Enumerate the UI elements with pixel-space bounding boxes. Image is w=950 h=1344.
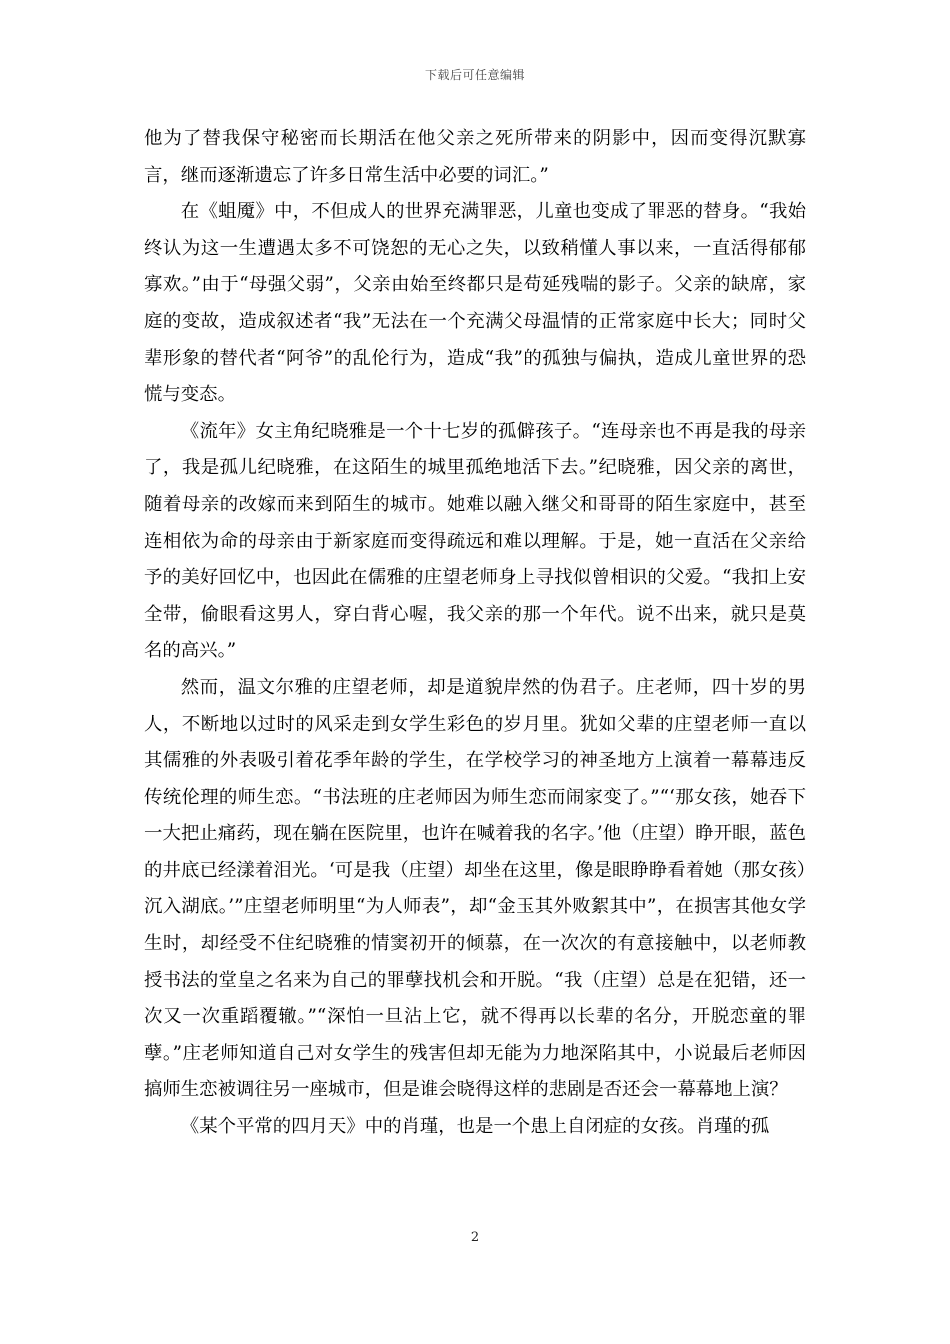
body-text: [144, 121, 806, 1146]
paragraph-continued: 他为了替我保守秘密而长期活在他父亲之死所带来的阴影中，因而变得沉默寡言，继而逐渐遗忘了许多日常生活中必要的词汇。”: [144, 128, 806, 186]
page-header: 下载后可任意编辑: [424, 68, 525, 82]
paragraph-zhuang-wang: 然而，温文尔雅的庄望老师，却是道貌岸然的伪君子。庄老师，四十岁的男人，不断地以过时的风采走到女学生彩色的岁月里。犹如父辈的庄望老师一直以其儒雅的外表吸引着花季年龄的学生，在学校学习的神圣地方上演着一幕幕违反传统伦理的师生恋。“书法班的庄老师因为师生恋而闹家变了。”“‘那女孩，她吞下一大把止痛药，现在躺在医院里，也许在喊着我的名字。’他（庄望）睁开眼，蓝色的井底已经漾着泪光。‘可是我（庄望）却坐在这里，像是眼睁睁看着她（那女孩）沉入湖底。’”庄望老师明里“为人师表”，却“金玉其外败絮其中”，在损害其他女学生时，却经受不住纪晓雅的情窦初开的倾慕，在一次次的有意接触中，以老师教授书法的堂皇之名来为自己的罪孽找机会和开脱。“我（庄望）总是在犯错，还一次又一次重蹈覆辙。”“深怕一旦沾上它，就不得再以长辈的名分，开脱恋童的罪孽。”庄老师知道自己对女学生的残害但却无能为力地深陷其中，小说最后老师因搞师生恋被调往另一座城市，但是谁会晓得这样的悲剧是否还会一幕幕地上演？: [144, 676, 806, 1101]
paragraph-liu-nian: 《流年》女主角纪晓雅是一个十七岁的孤僻孩子。“连母亲也不再是我的母亲了，我是孤儿纪晓雅，在这陌生的城里孤绝地活下去。”纪晓雅，因父亲的离世，随着母亲的改嫁而来到陌生的城市。她难以融入继父和哥哥的陌生家庭中，甚至连相依为命的母亲由于新家庭而变得疏远和难以理解。于是，她一直活在父亲给予的美好回忆中，也因此在儒雅的庄望老师身上寻找似曾相识的父爱。“我扣上安全带，偷眼看这男人，穿白背心喔，我父亲的那一个年代。说不出来，就只是莫名的高兴。”: [144, 420, 806, 662]
page-number: 2: [470, 1230, 480, 1245]
paragraph-qu-yan: 在《蛆魇》中，不但成人的世界充满罪恶，儿童也变成了罪恶的替身。“我始终认为这一生遭遇太多不可饶恕的无心之失，以致稍懂人事以来，一直活得郁郁寡欢。”由于“母强父弱”，父亲由始至终都只是苟延残喘的影子。父亲的缺席，家庭的变故，造成叙述者“我”无法在一个充满父母温情的正常家庭中长大；同时父辈形象的替代者“阿爷”的乱伦行为，造成“我”的孤独与偏执，造成儿童世界的恐慌与变态。: [144, 201, 806, 406]
paragraph-april-day: 《某个平常的四月天》中的肖瑾，也是一个患上自闭症的女孩。肖瑾的孤: [180, 1116, 770, 1138]
